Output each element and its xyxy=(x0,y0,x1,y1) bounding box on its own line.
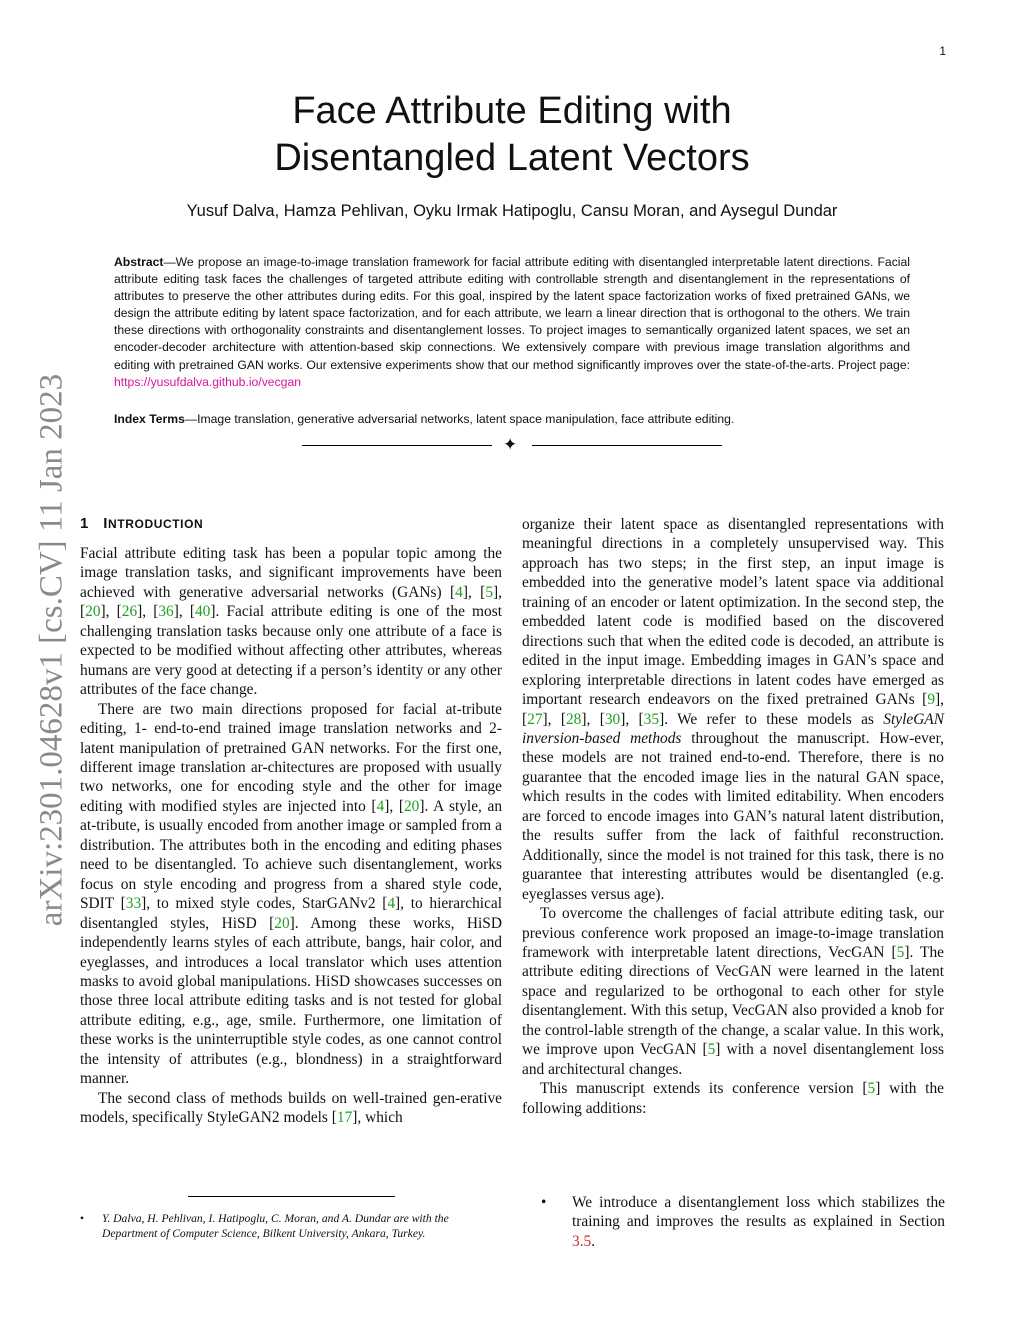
citation-link[interactable]: 20 xyxy=(85,603,101,621)
text-run: ]. Among these works, HiSD independently learns styles of each attribute, bangs, hair color, and eyeglasses, and introduces a local translator which uses attention masks to avoid global manipulations. HiSD showcases successes on those three local attribute editing tasks and is not tested for global attribute editing, e.g., age, smile. Furthermore, one limitation of these works is the uninterruptible style codes, as one cannot control the intensity of attributes (e.g., blondness) in a straightforward manner. xyxy=(80,914,502,1088)
separator-rule-left xyxy=(302,445,492,446)
abstract-text: —We propose an image-to-image translation framework for facial attribute editing with disentangled interpretable latent directions. Facial attribute editing task faces the challenges of targeted attribute editing with controllable strength and disentanglement in the representations of attributes to preserve the other attributes during edits. For this goal, inspired by the latent space factorization works of fixed pretrained GANs, we design the attribute editing by latent space factorization, and for each attribute, we learn a linear direction that is orthogonal to the others. We train these directions with orthogonality constraints and disentanglement losses. To project images to semantically organized latent spaces, we set an encoder-decoder architecture with attention-based skip connections. We extensively compare with previous image translation algorithms and editing with pretrained GAN works. Our extensive experiments show that our method significantly improves over the state-of-the-arts. Project page: xyxy=(114,255,910,372)
footnote-text: Y. Dalva, H. Pehlivan, I. Hatipoglu, C. Moran, and A. Dundar are with the Department of Computer Science, Bilkent University, Ankara, Turkey. xyxy=(102,1212,449,1240)
text-run: ], [ xyxy=(100,603,122,621)
text-run: ]. Facial attribute editing is one of the most challenging translation tasks because only one attribute of a face is expected to be modified without affecting other attributes, whereas humans are very good at detecting if a person’s identity or any other attributes of the face change. xyxy=(80,603,502,699)
text-run: ] with the following additions: xyxy=(522,1080,944,1117)
text-run: ], [ xyxy=(384,797,404,815)
left-column xyxy=(80,544,502,1128)
citation-link[interactable]: 4 xyxy=(455,583,463,601)
author-affiliation-footnote xyxy=(80,1211,502,1241)
text-run: ], to mixed style codes, StarGANv2 [ xyxy=(141,895,388,913)
section-reference-link[interactable]: 3.5 xyxy=(572,1232,592,1250)
citation-link[interactable]: 9 xyxy=(927,691,936,709)
project-page-link[interactable]: https://yusufdalva.github.io/vecgan xyxy=(114,374,301,389)
text-run: ], [ xyxy=(173,603,195,621)
abstract xyxy=(114,254,910,391)
citation-link[interactable]: 40 xyxy=(194,603,211,621)
text-run: To overcome the challenges of facial attribute editing task, our previous conference work proposed an image-to-image translation framework with interpretable latent directions, VecGAN [ xyxy=(522,905,944,961)
footnote-rule xyxy=(188,1196,395,1197)
body-paragraph xyxy=(522,1079,944,1118)
citation-link[interactable]: 5 xyxy=(867,1080,876,1098)
text-run: This manuscript extends its conference version [ xyxy=(540,1080,868,1098)
citation-link[interactable]: 30 xyxy=(604,710,621,728)
emphasized-term: StyleGAN inversion-based methods xyxy=(522,710,944,747)
separator-diamond-icon: ✦ xyxy=(503,435,518,454)
citation-link[interactable]: 27 xyxy=(527,710,543,728)
title-line-1: Face Attribute Editing with xyxy=(292,90,732,132)
text-run: We introduce a disentanglement loss which stabilizes the training and improves the results as explained in Section xyxy=(572,1194,945,1231)
citation-link[interactable]: 35 xyxy=(643,710,660,728)
text-run: ]. We refer to these models as xyxy=(659,710,884,728)
index-terms-label: Index Terms xyxy=(114,412,185,426)
paper-title xyxy=(150,88,874,182)
text-run: ], [ xyxy=(80,583,502,621)
text-run: organize their latent space as disentangled representations with meaningful directions in a completely unsupervised way. This approach has two steps; in the first step, an input image is embedded into the generative model’s latent space via additional training of an encoder or latent optimization. In the second step, the embedded latent code is modified based on the discovered directions such that when the edited code is decoded, an attribute is edited in the input image. Embedding images in GAN’s space and exploring interpretable directions in latent codes have emerged as important research endeavors on the fixed pretrained GANs [ xyxy=(522,516,944,709)
contribution-bullet xyxy=(541,1193,945,1251)
citation-link[interactable]: 20 xyxy=(403,797,420,815)
separator-rule-right xyxy=(532,445,722,446)
text-run: throughout the manuscript. How-ever, these models are not trained end-to-end. Therefore, there is no guarantee that the encoded image lies in the natural GAN space, which results in the codes with limited editability. When encoders are forced to encode images into GAN’s natural latent distribution, the results suffer from the lack of faithful reconstruction. Additionally, since the model is not trained for this task, there is no guarantee that interesting attributes would be disentangled (e.g. eyeglasses versus age). xyxy=(522,729,944,903)
text-run: ], which xyxy=(352,1109,403,1127)
text-run: ]. The attribute editing directions of VecGAN were learned in the latent space and regularized to be orthogonal to each other for style disentanglement. With this setup, VecGAN also provided a knob for the control-lable strength of the change, a scalar value. In this work, we improve upon VecGAN [ xyxy=(522,943,944,1059)
page-number: 1 xyxy=(939,44,946,58)
title-line-2: Disentangled Latent Vectors xyxy=(274,137,750,179)
citation-link[interactable]: 5 xyxy=(896,943,905,961)
text-run: ], [ xyxy=(137,603,159,621)
text-run: ], [ xyxy=(462,583,486,601)
body-paragraph xyxy=(80,700,502,1089)
text-run: ], [ xyxy=(581,710,605,728)
text-run: There are two main directions proposed for facial at-tribute editing, 1- end-to-end trained image translation networks and 2- latent manipulation of pretrained GAN networks. For the first one, different image translation ar-chitectures are proposed with usually two networks, one for encoding style and the other for image editing with modified styles are injected into [ xyxy=(80,700,502,815)
citation-link[interactable]: 4 xyxy=(387,895,396,913)
citation-link[interactable]: 28 xyxy=(565,710,582,728)
footnote-bullet: • xyxy=(80,1212,85,1225)
text-run: . xyxy=(591,1232,596,1250)
citation-link[interactable]: 26 xyxy=(121,603,138,621)
text-run: ], [ xyxy=(620,710,644,728)
citation-link[interactable]: 20 xyxy=(274,914,290,932)
text-run: ] with a novel disentanglement loss and architectural changes. xyxy=(522,1041,944,1078)
text-run: Facial attribute editing task has been a popular topic among the image translation tasks, and significant improvements have been achieved with generative adversarial networks (GANs) [ xyxy=(80,545,502,601)
body-paragraph xyxy=(522,904,944,1079)
body-paragraph xyxy=(80,544,502,700)
citation-link[interactable]: 4 xyxy=(376,797,385,815)
bullet-text xyxy=(572,1193,945,1251)
section-first-letter: I xyxy=(103,515,109,532)
citation-link[interactable]: 5 xyxy=(707,1041,716,1059)
body-paragraph xyxy=(80,1089,502,1128)
citation-link[interactable]: 33 xyxy=(125,895,142,913)
text-run: ], [ xyxy=(522,691,944,728)
section-title-rest: NTRODUCTION xyxy=(108,517,204,531)
text-run: ], [ xyxy=(542,710,566,728)
body-paragraph xyxy=(522,515,944,904)
text-run: The second class of methods builds on well-trained gen-erative models, specifically StyleGAN2 models [ xyxy=(80,1089,502,1127)
arxiv-stamp: arXiv:2301.04628v1 [cs.CV] 11 Jan 2023 xyxy=(33,373,70,927)
abstract-label: Abstract xyxy=(114,255,164,269)
bullet-marker: • xyxy=(541,1194,547,1211)
citation-link[interactable]: 5 xyxy=(485,583,494,601)
section-heading xyxy=(80,515,203,532)
citation-link[interactable]: 17 xyxy=(336,1109,353,1127)
text-run: ], to hierarchical disentangled styles, HiSD [ xyxy=(80,895,503,932)
right-column xyxy=(522,515,944,1118)
index-terms-text: —Image translation, generative adversarial networks, latent space manipulation, face attribute editing. xyxy=(184,412,735,426)
author-list: Yusuf Dalva, Hamza Pehlivan, Oyku Irmak Hatipoglu, Cansu Moran, and Aysegul Dundar xyxy=(186,202,838,220)
index-terms xyxy=(114,411,910,428)
citation-link[interactable]: 36 xyxy=(158,603,174,621)
text-run: ]. A style, an at-tribute, is usually encoded from another image or sampled from a distribution. The attributes both in the encoding and editing phases need to be disentangled. To achieve such disentanglement, works focus on style encoding and progress from a shared style code, SDIT [ xyxy=(80,797,503,913)
section-number: 1 xyxy=(80,515,89,532)
